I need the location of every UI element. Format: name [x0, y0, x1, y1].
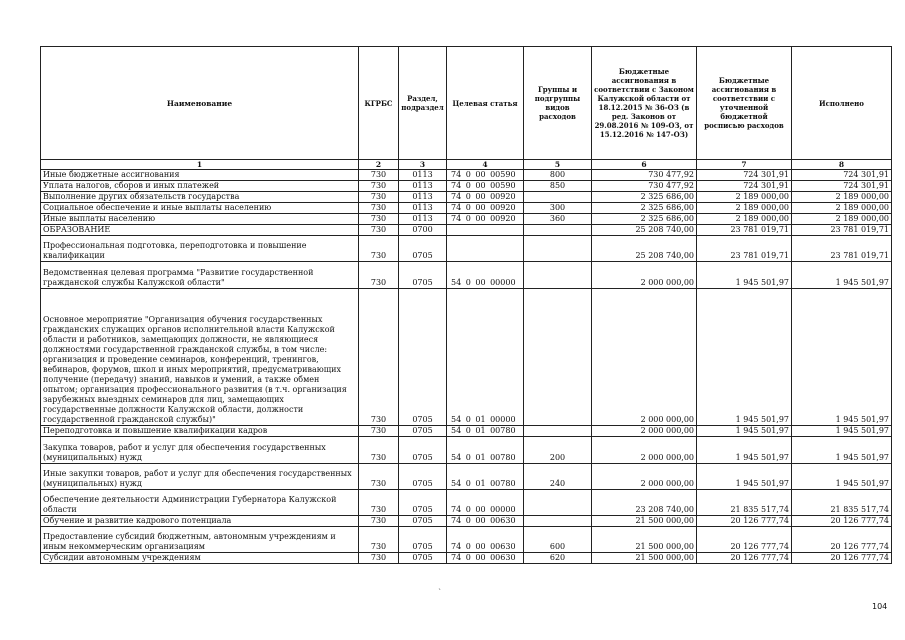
col-number: 2 [359, 160, 399, 170]
row-kgrbs: 730 [359, 262, 399, 289]
table-row [41, 426, 892, 437]
col-number: 6 [592, 160, 697, 170]
row-kgrbs: 730 [359, 516, 399, 527]
table-row [41, 214, 892, 225]
table-row [41, 262, 892, 289]
row-group [524, 225, 592, 236]
row-executed-amount: 20 126 777,74 [792, 527, 892, 553]
budget-table [40, 46, 892, 564]
row-section: 0113 [399, 192, 447, 203]
row-executed-amount: 2 189 000,00 [792, 192, 892, 203]
table-row [41, 553, 892, 564]
row-refined-amount: 23 781 019,71 [697, 225, 792, 236]
row-group [524, 192, 592, 203]
row-kgrbs: 730 [359, 236, 399, 262]
row-kgrbs: 730 [359, 289, 399, 426]
row-target: 74 0 00 00920 [447, 192, 524, 203]
row-name: Выполнение других обязательств государства [41, 192, 359, 203]
row-name: Обучение и развитие кадрового потенциала [41, 516, 359, 527]
row-refined-amount: 2 189 000,00 [697, 203, 792, 214]
row-section: 0705 [399, 289, 447, 426]
row-section: 0700 [399, 225, 447, 236]
row-group: 240 [524, 464, 592, 490]
row-name: Предоставление субсидий бюджетным, автономным учреждениям и иным некоммерческим организациям [41, 527, 359, 553]
row-executed-amount: 23 781 019,71 [792, 236, 892, 262]
table-row [41, 181, 892, 192]
row-target [447, 236, 524, 262]
row-law-amount: 2 325 686,00 [592, 203, 697, 214]
row-section: 0705 [399, 464, 447, 490]
row-kgrbs: 730 [359, 203, 399, 214]
row-kgrbs: 730 [359, 464, 399, 490]
row-executed-amount: 2 189 000,00 [792, 214, 892, 225]
row-section: 0705 [399, 236, 447, 262]
row-refined-amount: 2 189 000,00 [697, 214, 792, 225]
table-row [41, 203, 892, 214]
row-target: 74 0 00 00920 [447, 203, 524, 214]
row-kgrbs: 730 [359, 527, 399, 553]
row-law-amount: 2 325 686,00 [592, 192, 697, 203]
col-header-section: Раздел, подраздел [399, 47, 447, 160]
row-section: 0705 [399, 437, 447, 464]
row-target: 54 0 01 00780 [447, 464, 524, 490]
col-number: 4 [447, 160, 524, 170]
row-name: Субсидии автономным учреждениям [41, 553, 359, 564]
row-target: 74 0 00 00920 [447, 214, 524, 225]
row-section: 0113 [399, 170, 447, 181]
row-executed-amount: 2 189 000,00 [792, 203, 892, 214]
row-target: 74 0 00 00590 [447, 181, 524, 192]
row-refined-amount: 1 945 501,97 [697, 437, 792, 464]
col-header-refined: Бюджетные ассигнования в соответствии с уточненной бюджетной росписью расходов [697, 47, 792, 160]
row-group: 620 [524, 553, 592, 564]
table-row [41, 437, 892, 464]
row-group [524, 289, 592, 426]
row-group [524, 426, 592, 437]
row-refined-amount: 724 301,91 [697, 170, 792, 181]
row-section: 0113 [399, 181, 447, 192]
col-header-groups: Группы и подгруппы видов расходов [524, 47, 592, 160]
row-name: Социальное обеспечение и иные выплаты населению [41, 203, 359, 214]
row-section: 0705 [399, 527, 447, 553]
row-section: 0705 [399, 426, 447, 437]
row-name: Иные бюджетные ассигнования [41, 170, 359, 181]
row-kgrbs: 730 [359, 170, 399, 181]
row-section: 0113 [399, 214, 447, 225]
row-kgrbs: 730 [359, 437, 399, 464]
row-law-amount: 21 500 000,00 [592, 516, 697, 527]
row-law-amount: 2 000 000,00 [592, 437, 697, 464]
row-refined-amount: 1 945 501,97 [697, 426, 792, 437]
row-section: 0705 [399, 490, 447, 516]
row-executed-amount: 724 301,91 [792, 181, 892, 192]
col-header-executed: Исполнено [792, 47, 892, 160]
row-section: 0705 [399, 516, 447, 527]
stray-mark: ` [438, 588, 442, 597]
row-law-amount: 2 000 000,00 [592, 464, 697, 490]
row-section: 0705 [399, 262, 447, 289]
row-group: 800 [524, 170, 592, 181]
row-group: 850 [524, 181, 592, 192]
row-refined-amount: 21 835 517,74 [697, 490, 792, 516]
row-target: 54 0 00 00000 [447, 262, 524, 289]
page-number: 104 [872, 602, 888, 611]
row-refined-amount: 20 126 777,74 [697, 516, 792, 527]
row-group [524, 236, 592, 262]
row-law-amount: 25 208 740,00 [592, 236, 697, 262]
row-law-amount: 23 208 740,00 [592, 490, 697, 516]
row-target: 74 0 00 00630 [447, 516, 524, 527]
header-row [41, 47, 892, 160]
col-number: 3 [399, 160, 447, 170]
col-number: 5 [524, 160, 592, 170]
row-name: Обеспечение деятельности Администрации Губернатора Калужской области [41, 490, 359, 516]
row-group [524, 490, 592, 516]
row-target: 74 0 00 00590 [447, 170, 524, 181]
row-law-amount: 25 208 740,00 [592, 225, 697, 236]
table-row [41, 289, 892, 426]
row-refined-amount: 2 189 000,00 [697, 192, 792, 203]
col-number: 8 [792, 160, 892, 170]
row-refined-amount: 23 781 019,71 [697, 236, 792, 262]
row-refined-amount: 20 126 777,74 [697, 527, 792, 553]
col-number: 7 [697, 160, 792, 170]
row-executed-amount: 1 945 501,97 [792, 437, 892, 464]
row-name: Закупка товаров, работ и услуг для обеспечения государственных (муниципальных) нужд [41, 437, 359, 464]
row-executed-amount: 20 126 777,74 [792, 516, 892, 527]
row-law-amount: 2 000 000,00 [592, 262, 697, 289]
table-row [41, 490, 892, 516]
row-section: 0113 [399, 203, 447, 214]
row-target: 54 0 01 00780 [447, 437, 524, 464]
row-executed-amount: 21 835 517,74 [792, 490, 892, 516]
row-target: 74 0 00 00630 [447, 527, 524, 553]
row-executed-amount: 1 945 501,97 [792, 262, 892, 289]
row-law-amount: 21 500 000,00 [592, 553, 697, 564]
row-name: Ведомственная целевая программа "Развитие государственной гражданской службы Калужской области" [41, 262, 359, 289]
row-executed-amount: 23 781 019,71 [792, 225, 892, 236]
row-law-amount: 21 500 000,00 [592, 527, 697, 553]
row-kgrbs: 730 [359, 214, 399, 225]
row-target: 54 0 01 00000 [447, 289, 524, 426]
row-group: 600 [524, 527, 592, 553]
row-kgrbs: 730 [359, 426, 399, 437]
row-target [447, 225, 524, 236]
row-kgrbs: 730 [359, 490, 399, 516]
table-row [41, 236, 892, 262]
row-name: Уплата налогов, сборов и иных платежей [41, 181, 359, 192]
row-executed-amount: 1 945 501,97 [792, 464, 892, 490]
row-law-amount: 730 477,92 [592, 181, 697, 192]
row-executed-amount: 1 945 501,97 [792, 289, 892, 426]
row-group [524, 262, 592, 289]
row-refined-amount: 724 301,91 [697, 181, 792, 192]
col-header-name: Наименование [41, 47, 359, 160]
row-executed-amount: 724 301,91 [792, 170, 892, 181]
column-number-row [41, 160, 892, 170]
table-row [41, 192, 892, 203]
row-group: 360 [524, 214, 592, 225]
row-refined-amount: 20 126 777,74 [697, 553, 792, 564]
row-kgrbs: 730 [359, 225, 399, 236]
row-kgrbs: 730 [359, 192, 399, 203]
row-refined-amount: 1 945 501,97 [697, 464, 792, 490]
row-law-amount: 2 325 686,00 [592, 214, 697, 225]
row-name: ОБРАЗОВАНИЕ [41, 225, 359, 236]
row-executed-amount: 20 126 777,74 [792, 553, 892, 564]
row-refined-amount: 1 945 501,97 [697, 262, 792, 289]
row-section: 0705 [399, 553, 447, 564]
col-header-kgrbs: КГРБС [359, 47, 399, 160]
col-header-law: Бюджетные ассигнования в соответствии с Законом Калужской области от 18.12.2015 № 36-ОЗ (в ред. Законов от 29.08.2016 № 109-ОЗ, от 15.12.2016 № 147-ОЗ) [592, 47, 697, 160]
row-target: 54 0 01 00780 [447, 426, 524, 437]
row-target: 74 0 00 00000 [447, 490, 524, 516]
table-row [41, 527, 892, 553]
row-group: 300 [524, 203, 592, 214]
row-kgrbs: 730 [359, 181, 399, 192]
row-law-amount: 730 477,92 [592, 170, 697, 181]
row-name: Иные выплаты населению [41, 214, 359, 225]
row-law-amount: 2 000 000,00 [592, 426, 697, 437]
table-row [41, 170, 892, 181]
table-row [41, 464, 892, 490]
table-row [41, 225, 892, 236]
row-name: Переподготовка и повышение квалификации кадров [41, 426, 359, 437]
col-number: 1 [41, 160, 359, 170]
row-target: 74 0 00 00630 [447, 553, 524, 564]
row-name: Профессиональная подготовка, переподготовка и повышение квалификации [41, 236, 359, 262]
table-body [41, 170, 892, 564]
row-name: Иные закупки товаров, работ и услуг для обеспечения государственных (муниципальных) нужд [41, 464, 359, 490]
row-group: 200 [524, 437, 592, 464]
row-group [524, 516, 592, 527]
col-header-target: Целевая статья [447, 47, 524, 160]
row-refined-amount: 1 945 501,97 [697, 289, 792, 426]
table-row [41, 516, 892, 527]
row-executed-amount: 1 945 501,97 [792, 426, 892, 437]
row-name: Основное мероприятие "Организация обучения государственных гражданских служащих органов исполнительной власти Калужской области и работников, замещающих должности, не являющиеся должностями государственной гражданской службы, в том числе: организация и проведение семинаров, конференций, тренингов, вебинаров, форумов, школ и иных мероприятий, предусматривающих получение (передачу) знаний, навыков и умений, а также обмен опытом; организация профессионального развития (в т.ч. организация зарубежных выездных семинаров для лиц, замещающих государственные должности Калужской области, должности государственной гражданской службы)" [41, 289, 359, 426]
row-kgrbs: 730 [359, 553, 399, 564]
row-law-amount: 2 000 000,00 [592, 289, 697, 426]
